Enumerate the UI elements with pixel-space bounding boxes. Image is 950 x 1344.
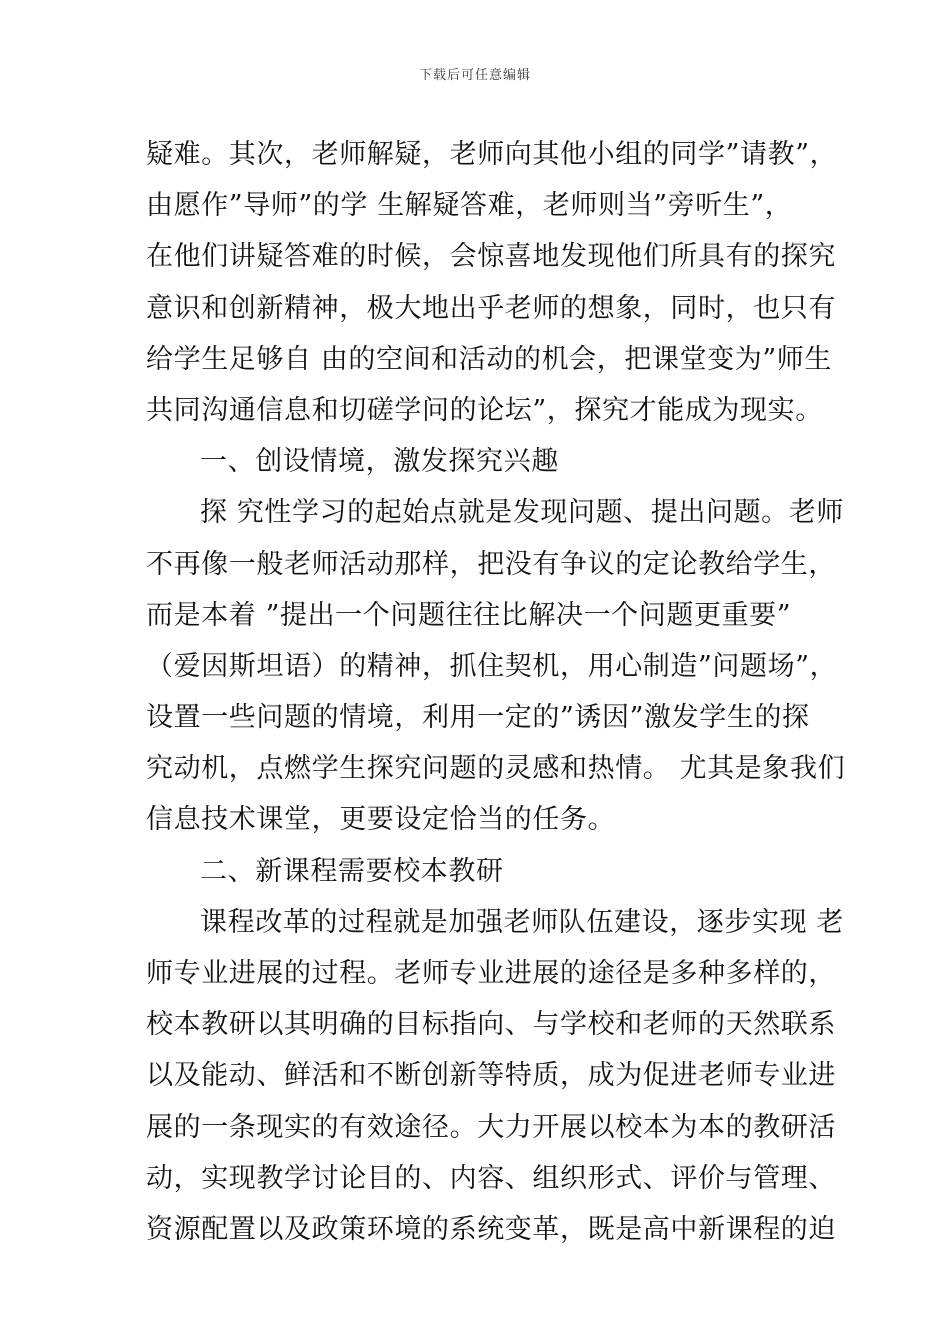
text-line: （爱因斯坦语）的精神，抓住契机，用心制造”问题场”， [146,650,838,682]
text-line: 展的一条现实的有效途径。大力开展以校本为本的教研活 [146,1111,836,1143]
text-line: 疑难。其次，老师解疑，老师向其他小组的同学”请教”， [146,139,838,170]
text-line: 课程改革的过程就是加强老师队伍建设，逐步实现 老 [200,906,844,938]
text-line: 信息技术课堂，更要设定恰当的任务。 [146,804,616,836]
text-line: 以及能动、鲜活和不断创新等特质，成为促进老师专业进 [146,1060,836,1092]
section-heading: 一、创设情境，激发探究兴趣 [200,446,559,478]
text-line: 由愿作”导师”的学 生解疑答难，老师则当”旁听生”， [146,190,793,222]
text-line: 设置一些问题的情境，利用一定的”诱因”激发学生的探 [146,702,810,734]
text-line: 而是本着 ”提出一个问题往往比解决一个问题更重要” [146,599,792,631]
text-line: 师专业进展的过程。老师专业进展的途径是多种多样的， [146,958,836,989]
text-line: 探 究性学习的起始点就是发现问题、提出问题。老师 [200,497,844,529]
text-line: 在他们讲疑答难的时候，会惊喜地发现他们所具有的探究 [146,241,836,273]
page-header: 下载后可任意编辑 [418,68,531,83]
text-line: 意识和创新精神，极大地出乎老师的想象，同时，也只有 [146,292,836,324]
body-text [146,129,846,1255]
text-line: 不再像一般老师活动那样，把没有争议的定论教给学生， [146,548,836,580]
section-heading: 二、新课程需要校本教研 [200,855,504,887]
text-line: 校本教研以其明确的目标指向、与学校和老师的天然联系 [146,1009,836,1041]
text-line: 资源配置以及政策环境的系统变革，既是高中新课程的迫 [146,1213,836,1245]
text-line: 给学生足够自 由的空间和活动的机会，把课堂变为”师生 [146,343,832,375]
text-line: 究动机，点燃学生探究问题的灵感和热情。 尤其是象我们 [146,753,846,785]
text-line: 共同沟通信息和切磋学问的论坛”，探究才能成为现实。 [146,394,823,426]
text-line: 动，实现教学讨论目的、内容、组织形式、评价与管理、 [146,1162,836,1194]
